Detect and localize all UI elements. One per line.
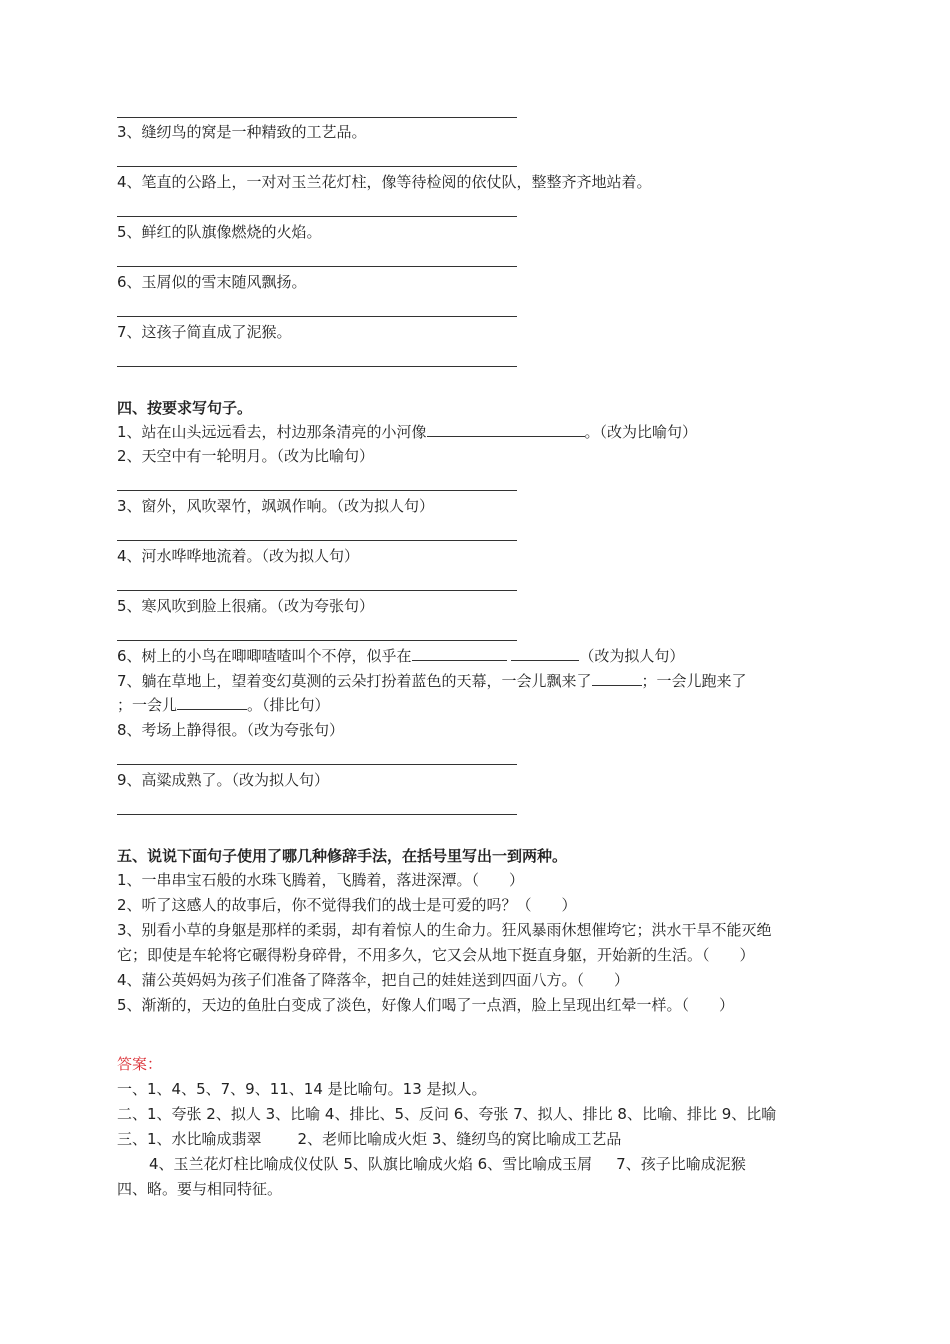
answer-blank-line[interactable] <box>117 266 517 267</box>
inline-blank[interactable] <box>511 646 579 661</box>
item-text: 9、高粱成熟了。（改为拟人句） <box>117 771 330 789</box>
answer-line <box>117 1129 621 1149</box>
item-text: 4、河水哗哗地流着。（改为拟人句） <box>117 547 360 565</box>
answer-blank-line[interactable] <box>117 117 517 118</box>
item-text: 它；即使是车轮将它碾得粉身碎骨，不用多久，它又会从地下挺直身躯，开始新的生活。（ ） <box>117 946 755 964</box>
answer-part: 4、玉兰花灯柱比喻成仪仗队 5、队旗比喻成火焰 6、雪比喻成玉屑 <box>149 1155 593 1173</box>
answer-line: 四、略。要与相同特征。 <box>117 1180 283 1198</box>
item-row <box>117 671 747 691</box>
answer-blank-line[interactable] <box>117 764 517 765</box>
item-text: 1、一串串宝石般的水珠飞腾着，飞腾着，落进深潭。（ ） <box>117 871 525 889</box>
answer-part: 三、1、水比喻成翡翠 <box>117 1130 262 1148</box>
item-text: ；一会儿跑来了 <box>641 672 747 690</box>
answer-blank-line[interactable] <box>117 490 517 491</box>
item-text: 4、笔直的公路上，一对对玉兰花灯柱，像等待检阅的依仗队，整整齐齐地站着。 <box>117 173 652 191</box>
inline-blank[interactable] <box>177 695 247 710</box>
answer-blank-line[interactable] <box>117 814 517 815</box>
item-text: 6、树上的小鸟在唧唧喳喳叫个不停，似乎在 <box>117 647 412 665</box>
item-text: （改为拟人句） <box>579 647 685 665</box>
item-text: 1、站在山头远远看去，村边那条清亮的小河像 <box>117 423 427 441</box>
answer-part: 7、孩子比喻成泥猴 <box>616 1155 746 1173</box>
item-text: 7、这孩子简直成了泥猴。 <box>117 323 292 341</box>
answers-heading: 答案： <box>117 1055 163 1073</box>
item-row <box>117 422 697 442</box>
item-text: 。（排比句） <box>247 696 330 714</box>
item-text: 2、听了这感人的故事后，你不觉得我们的战士是可爱的吗？（ ） <box>117 896 577 914</box>
answer-line <box>149 1154 746 1174</box>
answer-blank-line[interactable] <box>117 540 517 541</box>
item-text: 4、蒲公英妈妈为孩子们准备了降落伞，把自己的娃娃送到四面八方。（ ） <box>117 971 630 989</box>
item-text: 2、天空中有一轮明月。（改为比喻句） <box>117 447 375 465</box>
inline-blank[interactable] <box>427 422 585 437</box>
item-text: 5、寒风吹到脸上很痛。（改为夸张句） <box>117 597 375 615</box>
answer-blank-line[interactable] <box>117 640 517 641</box>
item-text: 3、窗外，风吹翠竹，飒飒作响。（改为拟人句） <box>117 497 435 515</box>
inline-blank[interactable] <box>412 646 507 661</box>
answer-line: 一、1、4、5、7、9、11、14 是比喻句。13 是拟人。 <box>117 1080 487 1098</box>
item-row <box>117 695 330 715</box>
answer-blank-line[interactable] <box>117 590 517 591</box>
answer-line: 二、1、夸张 2、拟人 3、比喻 4、排比、5、反问 6、夸张 7、拟人、排比 8、比喻、排比 9、比喻 <box>117 1105 777 1123</box>
item-text: 。（改为比喻句） <box>584 423 698 441</box>
answer-blank-line[interactable] <box>117 316 517 317</box>
item-text: 8、考场上静得很。（改为夸张句） <box>117 721 345 739</box>
item-text: 5、渐渐的，天边的鱼肚白变成了淡色，好像人们喝了一点酒，脸上呈现出红晕一样。（ ） <box>117 996 735 1014</box>
inline-blank[interactable] <box>592 671 642 686</box>
answer-blank-line[interactable] <box>117 166 517 167</box>
answer-blank-line[interactable] <box>117 216 517 217</box>
item-text: ；一会儿 <box>117 696 178 714</box>
item-text: 5、鲜红的队旗像燃烧的火焰。 <box>117 223 322 241</box>
section-heading: 五、说说下面句子使用了哪几种修辞手法，在括号里写出一到两种。 <box>117 847 568 865</box>
section-heading: 四、按要求写句子。 <box>117 399 253 417</box>
answer-blank-line[interactable] <box>117 366 517 367</box>
answer-part: 2、老师比喻成火炬 3、缝纫鸟的窝比喻成工艺品 <box>297 1130 622 1148</box>
item-text: 3、别看小草的身躯是那样的柔弱，却有着惊人的生命力。狂风暴雨休想催垮它；洪水干旱不能灭绝 <box>117 921 772 939</box>
item-text: 6、玉屑似的雪末随风飘扬。 <box>117 273 307 291</box>
item-text: 3、缝纫鸟的窝是一种精致的工艺品。 <box>117 123 367 141</box>
item-text: 7、躺在草地上，望着变幻莫测的云朵打扮着蓝色的天幕，一会儿飘来了 <box>117 672 592 690</box>
item-row <box>117 646 684 666</box>
